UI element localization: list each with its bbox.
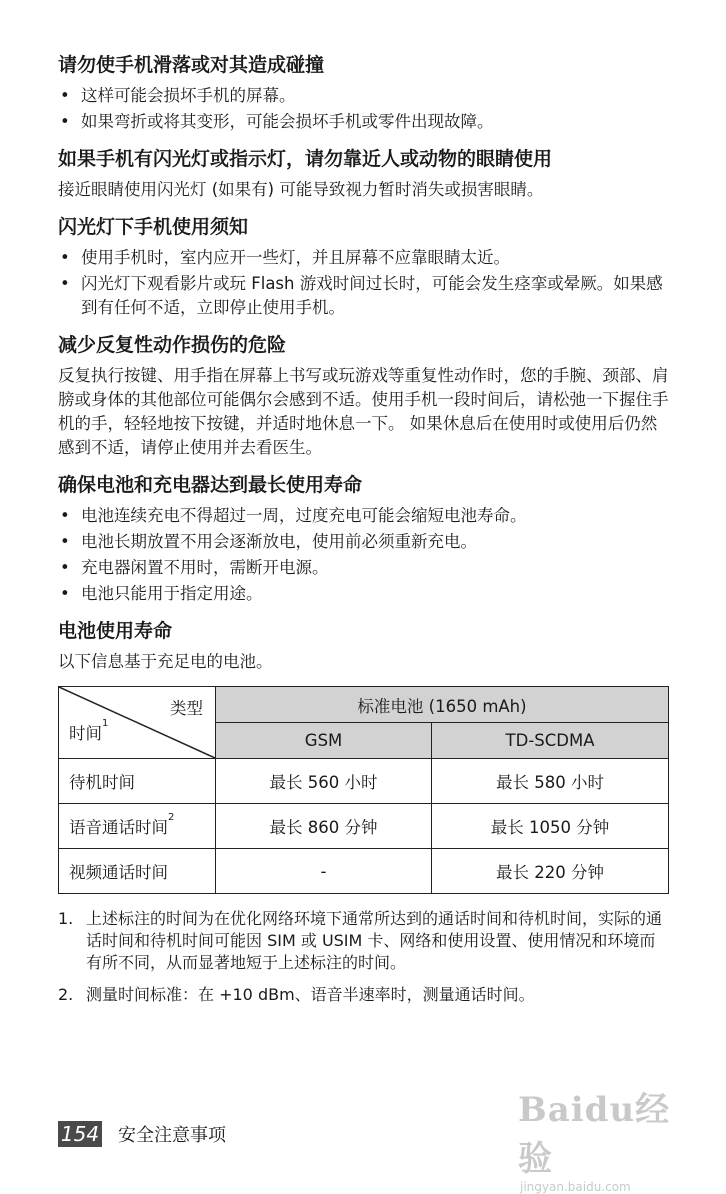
footer-title: 安全注意事项 [118,1125,226,1146]
row-label: 语音通话时间$^2$ [59,804,216,849]
watermark-url: jingyan.baidu.com [520,1180,631,1194]
section-battery-life [58,618,670,1006]
section-heading: 减少反复性动作损伤的危险 [58,334,287,356]
column-header-td-scdma: TD-SCDMA [432,723,669,759]
list-item: • 电池长期放置不用会逐渐放电，使用前必须重新充电。 [58,530,670,554]
section-flash-eyes [58,146,670,202]
section-text: 以下信息基于充足电的电池。 [58,652,273,671]
list-item: • 电池只能用于指定用途。 [58,582,670,606]
list-item: • 如果弯折或将其变形，可能会损坏手机或零件出现故障。 [58,110,670,134]
table-cell: 最长 580 小时 [432,759,669,804]
table-cell: 最长 560 小时 [216,759,432,804]
section-flash-usage [58,214,670,320]
corner-label-time: 时间$^1$ [69,718,109,743]
section-heading: 电池使用寿命 [58,620,173,642]
table-cell: 最长 1050 分钟 [432,804,669,849]
list-item: • 电池连续充电不得超过一周，过度充电可能会缩短电池寿命。 [58,504,670,528]
table-cell: 最长 220 分钟 [432,849,669,894]
section-no-drop [58,52,670,134]
column-header-gsm: GSM [216,723,432,759]
section-heading: 如果手机有闪光灯或指示灯，请勿靠近人或动物的眼睛使用 [58,148,553,170]
battery-header: 标准电池 (1650 mAh) [216,687,669,723]
table-corner-cell [59,687,216,759]
bullet-list [58,246,670,320]
footnotes [58,908,670,1006]
table-cell: 最长 860 分钟 [216,804,432,849]
table-row [59,759,669,804]
list-item: • 充电器闲置不用时，需断开电源。 [58,556,670,580]
manual-page [58,52,670,1016]
page-number: 154 [58,1121,102,1147]
corner-label-type: 类型 [170,699,203,718]
section-heading: 请勿使手机滑落或对其造成碰撞 [58,54,325,76]
page-footer [58,1121,226,1147]
list-item: • 闪光灯下观看影片或玩 Flash 游戏时间过长时，可能会发生痉挛或晕厥。如果感到有任何不适，立即停止使用手机。 [58,272,670,320]
table-row [59,804,669,849]
section-heading: 确保电池和充电器达到最长使用寿命 [58,474,363,496]
section-repetitive-motion [58,332,670,460]
footnote: 2. 测量时间标准：在 +10 dBm、语音半速率时，测量通话时间。 [58,985,535,1004]
list-item: • 使用手机时，室内应开一些灯，并且屏幕不应靠眼睛太近。 [58,246,670,270]
bullet-list [58,504,670,606]
table-cell: - [216,849,432,894]
row-label: 视频通话时间 [59,849,216,894]
section-battery-charger [58,472,670,606]
section-text: 接近眼睛使用闪光灯 (如果有) 可能导致视力暂时消失或损害眼睛。 [58,180,544,199]
row-label: 待机时间 [59,759,216,804]
baidu-watermark [518,1082,688,1194]
list-item: • 这样可能会损坏手机的屏幕。 [58,84,670,108]
footnote: 1. 上述标注的时间为在优化网络环境下通常所达到的通话时间和待机时间，实际的通话时间和待机时间可能因 SIM 或 USIM 卡、网络和使用设置、使用情况和环境而有所不同，从而显著地短于上述标注的时间。 [58,909,663,972]
table-row [59,849,669,894]
section-text: 反复执行按键、用手指在屏幕上书写或玩游戏等重复性动作时，您的手腕、颈部、肩膀或身体的其他部位可能偶尔会感到不适。使用手机一段时间后，请松弛一下握住手机的手，轻轻地按下按键，并适时地休息一下。 如果休息后在使用时或使用后仍然感到不适，请停止使用并去看医生。 [58,366,669,457]
section-heading: 闪光灯下手机使用须知 [58,216,249,238]
battery-life-table [58,686,669,894]
watermark-brand: Baidu经验 [518,1090,671,1179]
bullet-list [58,84,670,134]
